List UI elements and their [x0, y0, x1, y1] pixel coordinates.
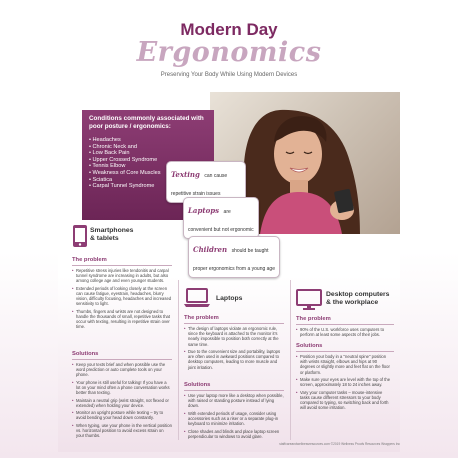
condition-item: • Carpal Tunnel Syndrome — [89, 183, 209, 190]
desktop-problem-list — [296, 327, 392, 340]
condition-item: • Weakness of Core Muscles — [89, 170, 209, 177]
condition-item: • Sciatica — [89, 177, 209, 184]
subtitle: Preserving Your Body While Using Modern Devices — [160, 72, 298, 78]
laptop-icon — [183, 288, 211, 308]
smartphones-problem-list — [72, 268, 172, 332]
list-item: • Position your body in a "neutral spine" position with wrists straight, elbows and hips at 90 degrees or slightly more and feet flat on the floor or platform. — [296, 354, 392, 375]
smartphones-solutions-heading: Solutions — [72, 351, 99, 357]
list-item: • Extended periods of looking closely at the screen can cause fatigue, eyestrain, headaches, blurry vision, difficulty focusing, headaches and increased sensitivity to light. — [72, 286, 172, 307]
laptops-solutions-heading: Solutions — [184, 382, 211, 388]
list-item: • Repetitive stress injuries like tendonitis and carpal tunnel syndrome are increasing in adults, but also among college age and even younger students. — [72, 268, 172, 284]
desktop-solutions-heading: Solutions — [296, 343, 323, 349]
list-item: • Close shades and blinds and place laptop screen perpendicular to windows to avoid glare. — [184, 429, 284, 439]
list-item: • Your phone is still useful for talking! If you have a lot on your mind often a phone conversation works better than texting. — [72, 380, 172, 396]
bubble-emphasis: Laptops — [188, 206, 220, 215]
smartphones-problem-heading: The problem — [72, 257, 107, 263]
smartphones-title — [90, 227, 133, 243]
condition-item: • Upper Crossed Syndrome — [89, 157, 209, 164]
condition-item: • Headaches — [89, 137, 209, 144]
divider — [184, 323, 284, 324]
smartphones-solutions-list — [72, 362, 172, 441]
poster — [58, 12, 400, 452]
laptops-solutions-list — [184, 393, 284, 441]
desktop-solutions-list — [296, 354, 392, 413]
list-item: • Use your laptop more like a desktop when possible, with raised or standing posture instead of lying down. — [184, 393, 284, 409]
list-item: • When typing, use your phone in the vertical position vs. horizontal position to avoid excess strain on your thumbs. — [72, 423, 172, 439]
desktop-monitor-icon — [296, 289, 322, 311]
laptops-bubble — [183, 197, 259, 239]
list-item: • Maintain a neutral grip (wrist straight, not flexed or extended) when holding your device. — [72, 398, 172, 408]
conditions-title: Conditions commonly associated with poor posture / ergonomics: — [89, 115, 204, 130]
bubble-emphasis: Children — [193, 245, 228, 254]
list-item: • Thumbs, fingers and wrists are not designed to handle the thousands of small, repetitive tasks that occur with texting, resulting in repetitive strain over time. — [72, 309, 172, 330]
list-item: • Monitor an upright posture while texting – try to avoid bending your head down constantly. — [72, 410, 172, 420]
children-bubble — [188, 236, 280, 278]
smartphone-icon — [72, 224, 88, 248]
list-item: • The design of laptops violate an ergonomic rule, since the keyboard is attached to the monitor it's nearly impossible to position both correctly at the same time. — [184, 326, 284, 347]
title-line2: Ergonomics — [136, 37, 322, 68]
divider — [72, 265, 172, 266]
list-item: • With extended periods of usage, consider using accessories such as a riser or a separate plug-in keyboard to minimize irritation. — [184, 411, 284, 427]
list-item: • Make sure your eyes are level with the top of the screen, approximately 18 to 24 inches away. — [296, 377, 392, 387]
condition-item: • Low Back Pain — [89, 150, 209, 157]
bubble-text: can cause repetitive strain issues — [171, 173, 228, 197]
divider — [296, 324, 394, 325]
title-line1: Modern Day — [180, 20, 278, 39]
bubble-emphasis: Texting — [171, 170, 200, 179]
laptops-problem-heading: The problem — [184, 315, 219, 321]
laptops-problem-list — [184, 326, 284, 372]
list-item: • Keep your texts brief and when possible use the word prediction or auto complete tools on your phone. — [72, 362, 172, 378]
desktop-title — [326, 291, 389, 307]
desktop-title-line1: Desktop computers — [326, 291, 390, 298]
list-item: • 90% of the U.S. workforce uses computers to perform at least some aspects of their jobs. — [296, 327, 392, 337]
condition-item: • Chronic Neck and — [89, 144, 209, 151]
bubble-text: should be taught proper ergonomics from a young age — [193, 248, 275, 272]
footer: staffcareandwellnessresources.com ©2019 Wellness Proofs Resources Wrappers Inc — [279, 442, 400, 446]
divider — [72, 359, 172, 360]
smartphones-title-line2: & tablets — [90, 235, 119, 242]
laptops-title: Laptops — [216, 295, 243, 302]
list-item: • Vary your computer tasks – mouse-intensive tasks cause different stressors to your body compared to typing, so switching back and forth will avoid some irritation. — [296, 390, 392, 411]
list-item: • Due to the convenient size and portability, laptops are often used in awkward positions compared to desktop computers, leading to more muscle and joint irritation. — [184, 349, 284, 370]
smartphones-title-line1: Smartphones — [90, 227, 134, 234]
bubble-text: are convenient but not ergonomic — [188, 209, 254, 233]
column-divider — [290, 280, 291, 440]
desktop-title-line2: & the workplace — [326, 299, 379, 306]
divider — [184, 390, 284, 391]
divider — [296, 351, 394, 352]
column-divider — [178, 280, 179, 440]
desktop-problem-heading: The problem — [296, 316, 331, 322]
condition-item: • Tennis Elbow — [89, 163, 209, 170]
